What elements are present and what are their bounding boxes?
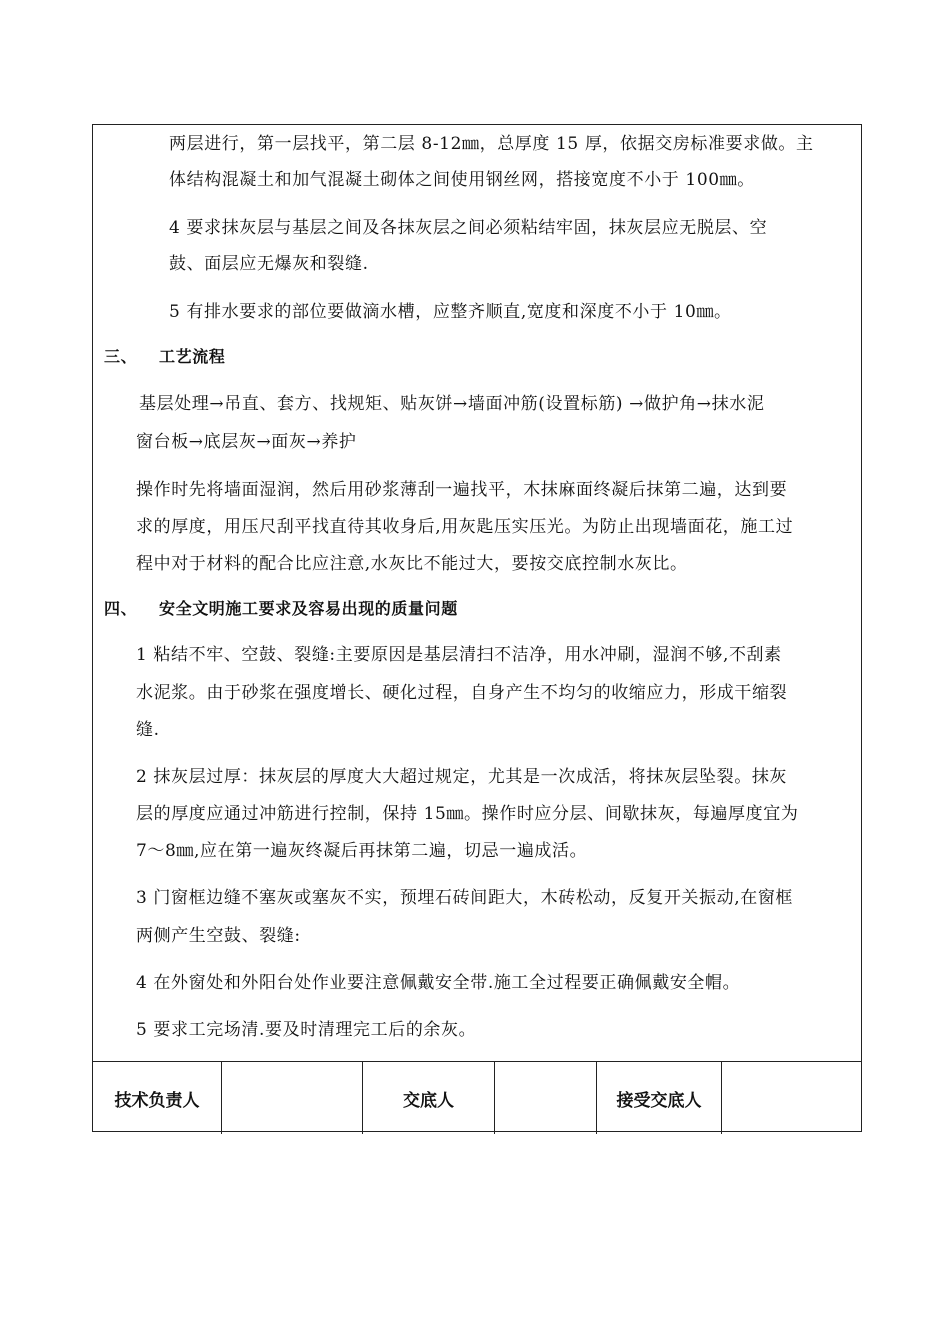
process-flow-line: 基层处理→吊直、套方、找规矩、贴灰饼→墙面冲筋(设置标筋) →做护角→抹水泥 [139, 394, 765, 414]
receiver-signature-field[interactable] [722, 1062, 861, 1134]
section-4-title: 安全文明施工要求及容易出现的质量问题 [159, 599, 458, 618]
discloser-signature-field[interactable] [495, 1062, 597, 1134]
disclosure-table [92, 124, 862, 1132]
content-cell [93, 125, 861, 1061]
tech-lead-label-cell [93, 1062, 222, 1134]
safety-item-4: 4 在外窗处和外阳台处作业要注意佩戴安全带.施工全过程要正确佩戴安全帽。 [136, 973, 741, 993]
quality-issue-1-cont: 水泥浆。由于砂浆在强度增长、硬化过程，自身产生不均匀的收缩应力，形成干缩裂 [136, 683, 788, 703]
quality-issue-2-cont: 7～8㎜,应在第一遍灰终凝后再抹第二遍，切忌一遍成活。 [136, 841, 588, 861]
safety-item-5: 5 要求工完场清.要及时清理完工后的余灰。 [136, 1020, 477, 1040]
process-flow-line: 窗台板→底层灰→面灰→养护 [136, 432, 357, 452]
quality-issue-1: 1 粘结不牢、空鼓、裂缝:主要原因是基层清扫不洁净，用水冲刷，湿润不够,不刮素 [136, 645, 782, 665]
requirement-item-4: 4 要求抹灰层与基层之间及各抹灰层之间必须粘结牢固，抹灰层应无脱层、空 [169, 218, 768, 238]
quality-issue-1-cont: 缝. [136, 720, 160, 740]
quality-issue-3-cont: 两侧产生空鼓、裂缝: [136, 926, 301, 946]
tech-lead-signature-field[interactable] [222, 1062, 363, 1134]
continuation-line: 两层进行，第一层找平，第二层 8-12㎜，总厚度 15 厚，依据交房标准要求做。主 [169, 134, 814, 154]
tech-lead-label: 技术负责人 [114, 1090, 200, 1111]
requirement-item-5: 5 有排水要求的部位要做滴水槽，应整齐顺直,宽度和深度不小于 10㎜。 [169, 302, 732, 322]
section-3-number: 三、 [104, 347, 138, 366]
receiver-label: 接受交底人 [616, 1090, 702, 1111]
process-description: 求的厚度，用压尺刮平找直待其收身后,用灰匙压实压光。为防止出现墙面花，施工过 [136, 517, 794, 537]
quality-issue-2-cont: 层的厚度应通过冲筋进行控制，保持 15㎜。操作时应分层、间歇抹灰，每遍厚度宜为 [136, 804, 799, 824]
requirement-item-4-cont: 鼓、面层应无爆灰和裂缝. [169, 254, 369, 274]
continuation-line: 体结构混凝土和加气混凝土砌体之间使用钢丝网，搭接宽度不小于 100㎜。 [169, 170, 755, 190]
signature-row [93, 1061, 861, 1134]
quality-issue-2: 2 抹灰层过厚：抹灰层的厚度大大超过规定，尤其是一次成活，将抹灰层坠裂。抹灰 [136, 767, 788, 787]
process-description: 程中对于材料的配合比应注意,水灰比不能过大，要按交底控制水灰比。 [136, 554, 688, 574]
discloser-label-cell [363, 1062, 495, 1134]
process-description: 操作时先将墙面湿润，然后用砂浆薄刮一遍找平，木抹麻面终凝后抹第二遍，达到要 [136, 480, 788, 500]
discloser-label: 交底人 [403, 1090, 454, 1111]
receiver-label-cell [597, 1062, 722, 1134]
section-4-number: 四、 [104, 599, 138, 618]
section-3-title: 工艺流程 [159, 347, 226, 366]
quality-issue-3: 3 门窗框边缝不塞灰或塞灰不实，预埋石砖间距大，木砖松动，反复开关振动,在窗框 [136, 888, 794, 908]
